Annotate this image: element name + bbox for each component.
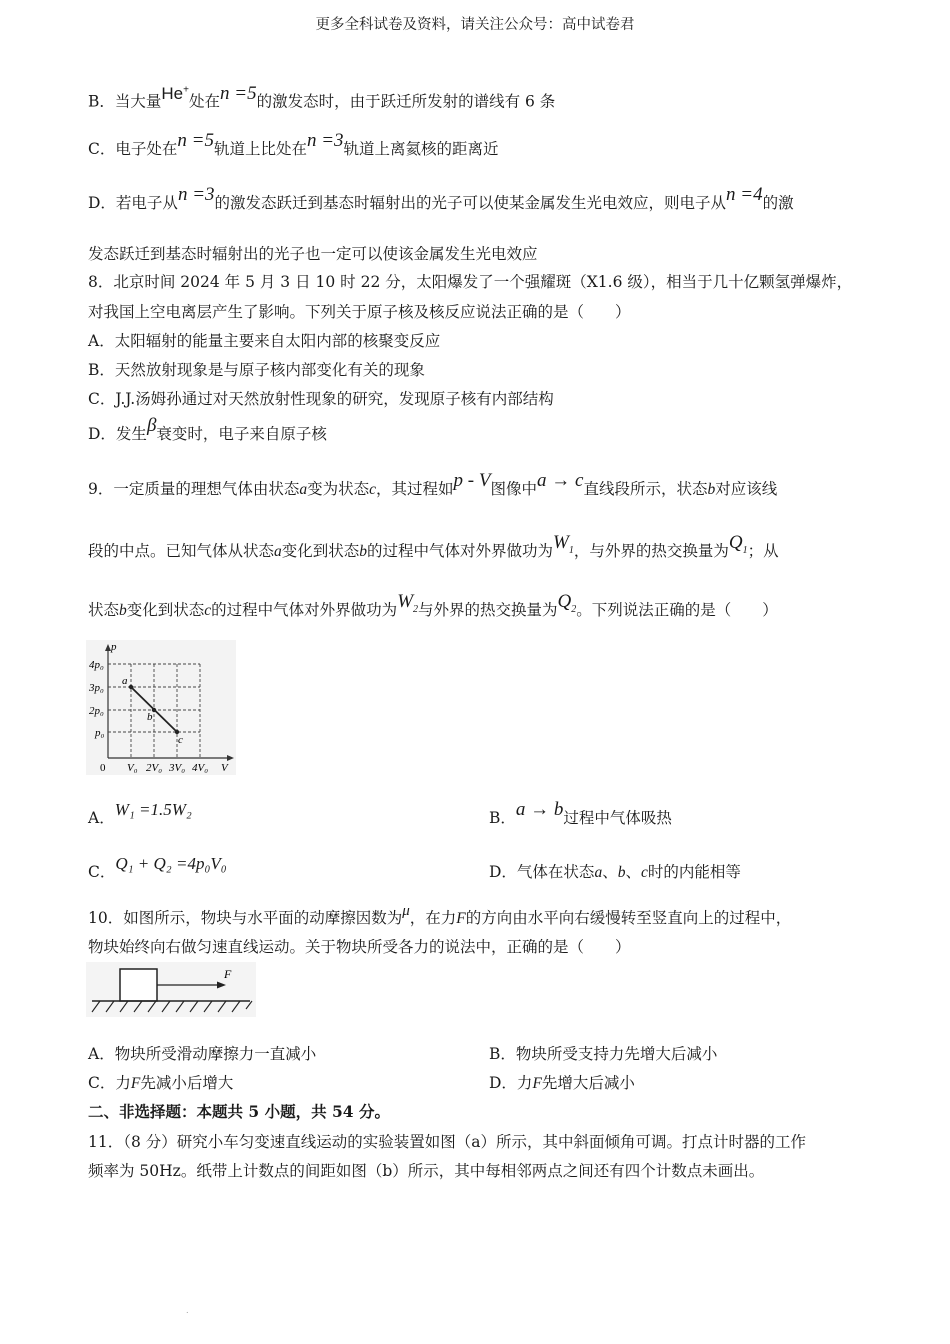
q8-option-a: A．太阳辐射的能量主要来自太阳内部的核聚变反应 — [88, 332, 441, 350]
y-tick-4p0: 4p₀ — [89, 659, 104, 671]
y-tick-2p0: 2p₀ — [89, 705, 104, 717]
section-2-heading: 二、非选择题：本题共 5 小题，共 54 分。 — [88, 1102, 390, 1121]
origin-label: 0 — [100, 762, 106, 774]
x-tick-2v0: 2V₀ — [146, 762, 163, 774]
point-a — [129, 685, 133, 689]
y-tick-p0: p₀ — [95, 727, 105, 739]
x-tick-4v0: 4V₀ — [192, 762, 209, 774]
q7-option-d: D．若电子从n =3的激发态跃迁到基态时辐射出的光子可以使某金属发生光电效应，则电子从n =4的激 — [88, 184, 794, 212]
x-tick-3v0: 3V₀ — [169, 762, 186, 774]
page-header: 更多全科试卷及资料，请关注公众号：高中试卷君 — [315, 17, 635, 33]
q10-option-a: A．物块所受滑动摩擦力一直减小 — [88, 1045, 317, 1063]
block — [120, 969, 157, 1001]
force-label: F — [224, 967, 232, 981]
label-b: b — [147, 711, 153, 723]
label-c: c — [178, 734, 183, 746]
q8-option-c: C．J.J.汤姆孙通过对天然放射性现象的研究，发现原子核有内部结构 — [88, 390, 554, 408]
x-tick-v0: V₀ — [127, 762, 138, 774]
q9-option-a: A．W₁ =1.5W₂ — [88, 800, 192, 827]
q8-option-b: B．天然放射现象是与原子核内部变化有关的现象 — [88, 361, 425, 379]
q10-option-b: B．物块所受支持力先增大后减小 — [489, 1045, 718, 1063]
q10-stem-line2: 物块始终向右做匀速直线运动。关于物块所受各力的说法中，正确的是（ ） — [88, 938, 631, 956]
p-axis-label: p — [111, 641, 117, 653]
q9-stem-line2: 段的中点。已知气体从状态a变化到状态b的过程中气体对外界做功为$W_1$，与外界的热交换量为$Q_1$；从 — [88, 532, 779, 560]
y-tick-3p0: 3p₀ — [89, 682, 104, 694]
pv-graph — [86, 640, 236, 775]
v-axis-label: V — [221, 762, 228, 774]
q7-option-b: B．当大量He+处在n =5的激发态时，由于跃迁所发射的谱线有 6 条 — [88, 82, 556, 111]
q9-option-b: B．a → b过程中气体吸热 — [489, 799, 672, 827]
block-force-figure — [86, 962, 256, 1017]
q10-stem-line1: 10．如图所示，物块与水平面的动摩擦因数为μ，在力F的方向由水平向右缓慢转至竖直向上的过程中， — [88, 903, 792, 927]
q8-stem-line2: 对我国上空电离层产生了影响。下列关于原子核及核反应说法正确的是（ ） — [88, 303, 631, 321]
q9-option-c: C．Q₁ + Q₂ =4p₀V₀ — [88, 854, 227, 881]
q7-option-c: C．电子处在n =5轨道上比处在n =3轨道上离氦核的距离近 — [88, 130, 499, 158]
footer-dot: . — [186, 1306, 189, 1315]
q8-stem-line1: 8．北京时间 2024 年 5 月 3 日 10 时 22 分，太阳爆发了一个强耀斑（X1.6 级），相当于几十亿颗氢弹爆炸， — [88, 273, 853, 291]
q7-option-d-cont: 发态跃迁到基态时辐射出的光子也一定可以使该金属发生光电效应 — [88, 245, 538, 263]
q11-stem-line2: 频率为 50Hz。纸带上计数点的间距如图（b）所示，其中每相邻两点之间还有四个计数点未画出。 — [88, 1162, 765, 1180]
q8-option-d: D．发生β衰变时，电子来自原子核 — [88, 415, 327, 443]
q9-stem-line1: 9．一定质量的理想气体由状态a变为状态c，其过程如p - V图像中a → c直线段所示，状态b对应该线 — [88, 470, 778, 498]
q9-stem-line3: 状态b变化到状态c的过程中气体对外界做功为$W_2$与外界的热交换量为$Q_2$。下列说法正确的是（ ） — [88, 591, 778, 619]
q11-stem-line1: 11．（8 分）研究小车匀变速直线运动的实验装置如图（a）所示，其中斜面倾角可调。打点计时器的工作 — [88, 1133, 807, 1151]
helium-ion-symbol: He+ — [161, 83, 189, 103]
q10-option-c: C．力F先减小后增大 — [88, 1074, 234, 1092]
label-a: a — [122, 675, 128, 687]
q10-option-d: D．力F先增大后减小 — [489, 1074, 635, 1092]
q9-option-d: D．气体在状态a、b、c时的内能相等 — [489, 863, 741, 881]
